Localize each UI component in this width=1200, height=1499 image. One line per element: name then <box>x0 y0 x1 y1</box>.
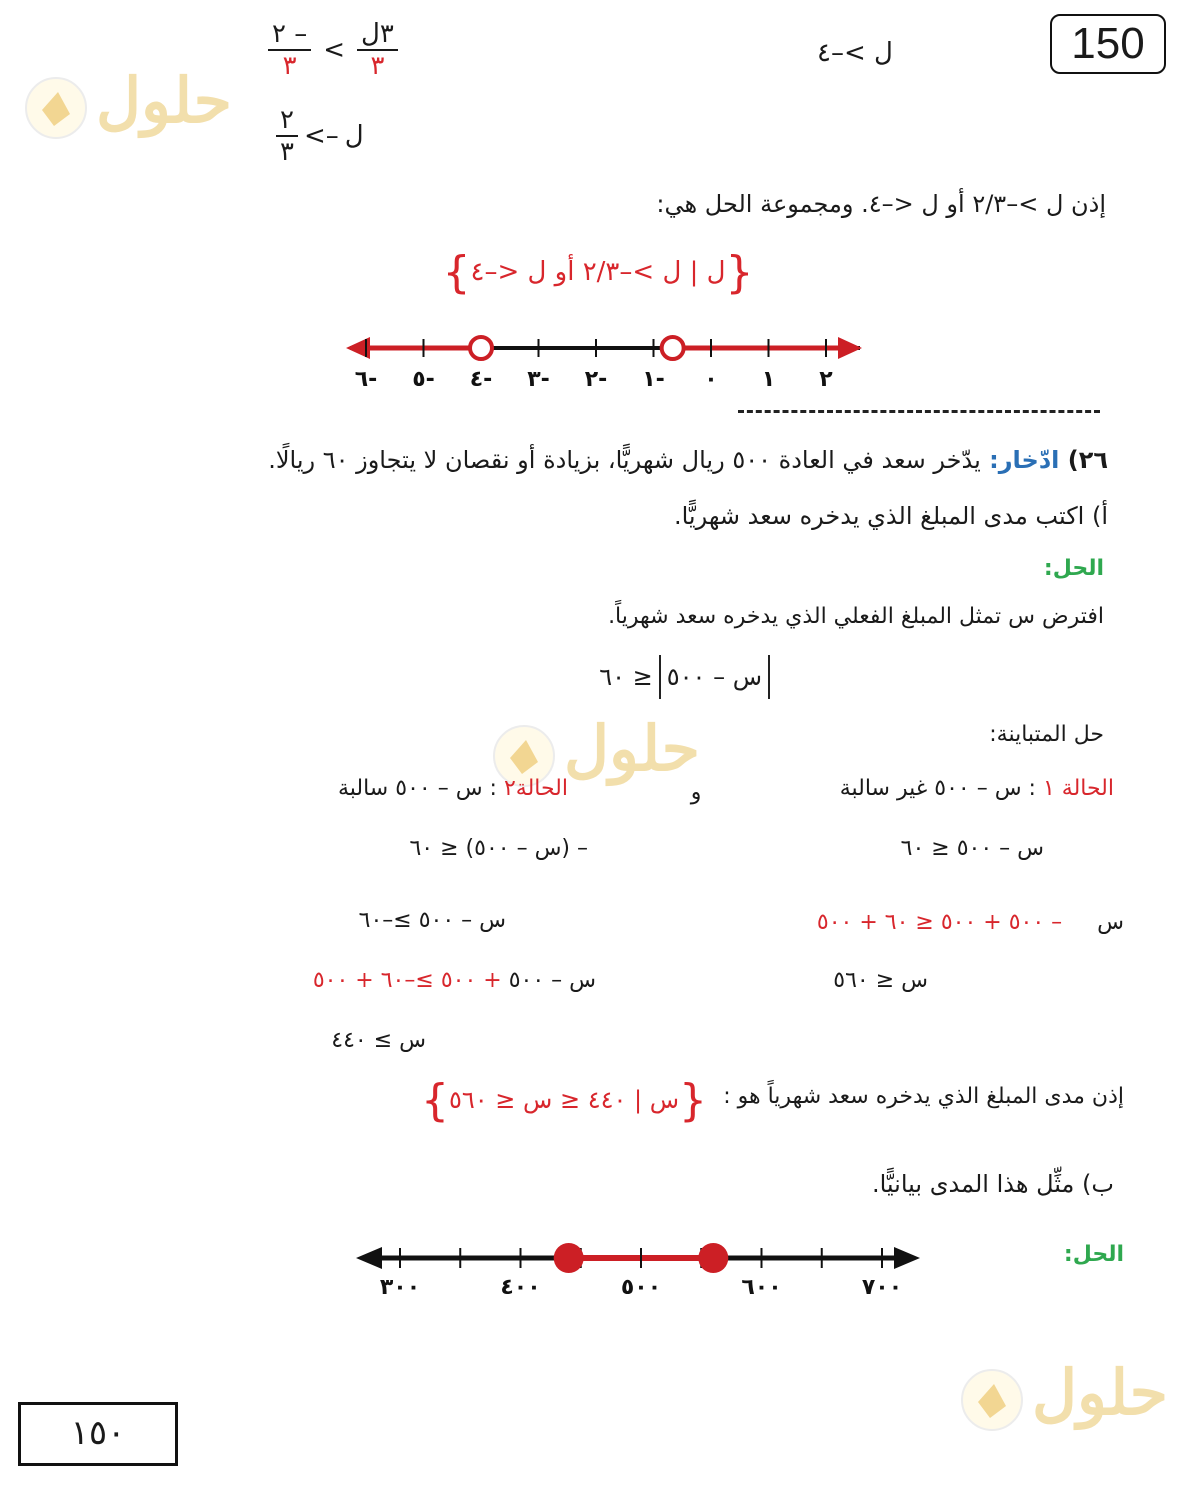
page-number-bottom-box <box>18 1402 178 1466</box>
open-point <box>662 337 684 359</box>
top-right-inequality: ل >–٤ <box>817 38 893 68</box>
tick-label: ٥- <box>412 367 435 392</box>
problem-topic: ادّخار: <box>989 446 1060 474</box>
tick-label: ٦٠٠ <box>741 1275 782 1300</box>
tick-label: ٥٠٠ <box>620 1275 662 1300</box>
right-brace: } <box>442 246 471 298</box>
fraction-right <box>268 21 311 79</box>
case-1-step-1: س – ٥٠٠ ≤ ٦٠ <box>900 836 1044 861</box>
case-1-step-2-var: س <box>1097 910 1124 935</box>
solution-set-text: ل | ل >–٢/٣ أو ل <–٤ <box>470 257 726 287</box>
tick-label: ٢ <box>819 367 833 392</box>
solve-label: حل المتباينة: <box>989 722 1104 747</box>
case-2-label: الحالة٢ <box>503 776 568 801</box>
tick-label: ٧٠٠ <box>861 1275 903 1300</box>
less-than-sign: < <box>323 35 346 65</box>
assume-line: افترض س تمثل المبلغ الفعلي الذي يدخره سعد شهرياً. <box>608 604 1104 629</box>
open-point <box>470 337 492 359</box>
abs-rhs: ≤ ٦٠ <box>599 663 653 691</box>
left-brace: { <box>725 246 754 298</box>
case-1-step-2 <box>694 910 1124 935</box>
solution-summary-line: إذن ل >–٢/٣ أو ل <–٤. ومجموعة الحل هي: <box>656 190 1106 218</box>
book-icon <box>960 1366 1030 1436</box>
fraction-two-thirds <box>276 107 298 165</box>
part-b: ب) مثِّل هذا المدى بيانيًّا. <box>871 1170 1114 1198</box>
watermark-logo-top <box>24 60 234 150</box>
range-set <box>420 1070 707 1130</box>
number-line-2 <box>350 1234 930 1304</box>
book-icon <box>24 74 94 144</box>
case-2-step-3-var: س – ٥٠٠ <box>508 968 596 993</box>
abs-inner: س – ٥٠٠ <box>666 663 762 691</box>
case-2-text: : س – ٥٠٠ سالبة <box>337 776 497 801</box>
solution-label-a: الحل: <box>1043 556 1104 581</box>
tick-label: ٦- <box>354 367 378 392</box>
page-number-bottom: ١٥٠ <box>70 1413 126 1453</box>
abs-bar-right <box>659 655 661 699</box>
tick-label: ٤٠٠ <box>500 1275 541 1300</box>
range-set-text: س | ٤٤٠ ≤ س ≤ ٥٦٠ <box>448 1086 679 1114</box>
case-1-header <box>774 776 1114 801</box>
left-brace: { <box>679 1074 707 1126</box>
fraction-denominator: ٣ <box>282 51 297 81</box>
fraction-denominator: ٣ <box>370 51 385 81</box>
watermark-logo-bottom <box>960 1352 1170 1442</box>
part-a: أ) اكتب مدى المبلغ الذي يدخره سعد شهريًّا. <box>673 502 1108 530</box>
tick-label: ٠ <box>704 367 718 392</box>
fraction-numerator: ٣ل <box>357 21 398 51</box>
arrow-right <box>894 1247 920 1269</box>
watermark-text: حلول <box>564 712 700 785</box>
fraction-left <box>357 21 398 79</box>
arrow-right <box>838 337 862 359</box>
watermark-text: حلول <box>96 64 232 137</box>
absolute-value-inequality <box>556 652 776 702</box>
tick-label: ٣٠٠ <box>379 1275 421 1300</box>
right-brace: } <box>420 1074 449 1126</box>
watermark-text: حلول <box>1032 1356 1168 1429</box>
case-1-text: : س – ٥٠٠ غير سالبة <box>839 776 1036 801</box>
fraction-numerator: ٢ <box>276 107 298 137</box>
closed-point <box>554 1243 584 1273</box>
variable-l: ل <box>344 121 364 151</box>
section-separator <box>738 410 1100 413</box>
case-1-label: الحالة ١ <box>1042 776 1114 801</box>
case-2-step-1: – (س – ٥٠٠) ≤ ٦٠ <box>409 836 588 861</box>
tick-label: ١ <box>761 367 776 392</box>
case-2-header <box>268 776 568 801</box>
range-line: إذن مدى المبلغ الذي يدخره سعد شهرياً هو : <box>723 1084 1124 1109</box>
case-2-step-4: س ≥ ٤٤٠ <box>331 1028 426 1053</box>
page-number: 150 <box>1071 19 1145 68</box>
and-word: و <box>690 780 702 805</box>
closed-point <box>698 1243 728 1273</box>
page-number-box <box>1050 14 1166 74</box>
arrow-left <box>356 1247 382 1269</box>
case-1-step-3: س ≤ ٥٦٠ <box>833 968 928 993</box>
top-fraction-inequality <box>268 14 408 86</box>
tick-label: ٣- <box>527 367 550 392</box>
tick-label: ٤- <box>469 367 493 392</box>
case-1-step-2-ops: – ٥٠٠ + ٥٠٠ ≤ ٦٠ + ٥٠٠ <box>816 910 1063 935</box>
number-line-1 <box>340 326 880 396</box>
problem-text: يدّخر سعد في العادة ٥٠٠ ريال شهريًّا، بزيادة أو نقصان لا يتجاوز ٦٠ ريالًا. <box>268 446 981 474</box>
case-2-step-3 <box>206 968 596 993</box>
fraction-denominator: ٣ <box>280 137 294 167</box>
problem-26-statement <box>128 446 1108 474</box>
top-inequality-l <box>276 104 386 168</box>
problem-number: ٢٦) <box>1067 446 1108 474</box>
tick-label: ٢- <box>584 367 608 392</box>
abs-bar-left <box>768 655 770 699</box>
tick-label: ١- <box>642 367 665 392</box>
solution-set <box>442 240 754 304</box>
case-2-step-2: س – ٥٠٠ ≥–٦٠ <box>358 908 506 933</box>
case-2-step-3-ops: + ٥٠٠ ≥–٦٠ + ٥٠٠ <box>312 968 502 993</box>
solution-label-b: الحل: <box>1063 1242 1124 1267</box>
fraction-numerator: ٢ – <box>268 21 311 51</box>
inequality-sign: <– <box>303 121 339 151</box>
